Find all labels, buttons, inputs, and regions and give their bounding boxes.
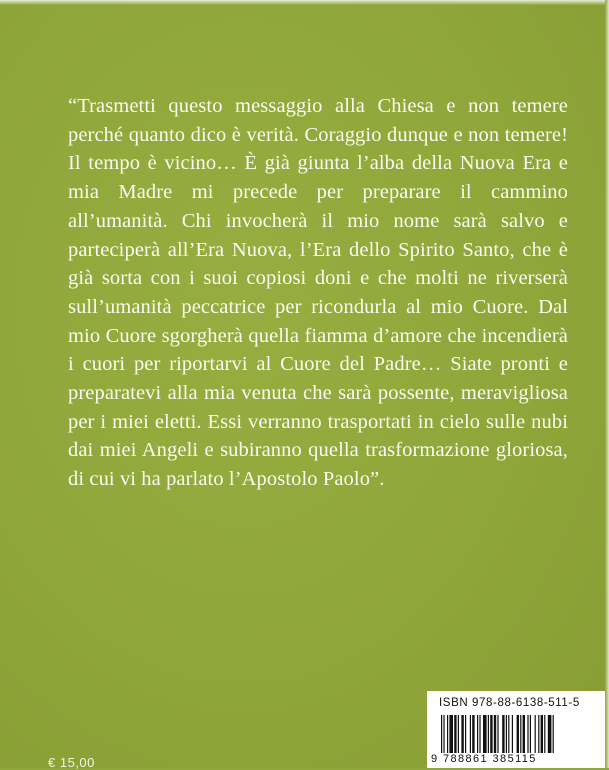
barcode-stripe [449, 715, 453, 757]
barcode-stripe [520, 715, 521, 757]
barcode-stripe [530, 715, 531, 757]
barcode-stripe [477, 715, 478, 757]
barcode-bars [441, 715, 593, 757]
barcode-stripe [461, 715, 463, 757]
barcode-panel [427, 691, 605, 768]
barcode-stripe [508, 715, 509, 757]
price-label: € 15,00 [48, 755, 95, 770]
barcode-stripe [454, 715, 456, 757]
barcode-stripe [443, 715, 444, 757]
barcode-stripe [465, 715, 466, 757]
barcode-stripe [548, 715, 552, 757]
ean-digits: 9 788861 385115 [431, 753, 601, 765]
barcode-stripe [538, 715, 539, 757]
isbn-label: ISBN 978-88-6138-511-5 [439, 697, 580, 709]
barcode-stripe [541, 715, 543, 757]
barcode-stripe [479, 715, 480, 757]
right-edge [605, 0, 609, 768]
barcode-stripe [502, 715, 504, 757]
barcode-stripe [523, 715, 525, 757]
barcode-stripe [447, 715, 448, 757]
quote-text: “Trasmetti questo messaggio alla Chiesa e non temere perché quanto dico è verità. Coraggio dunque e non temere! Il tempo è vicino… È già giunta l’alba della Nuova Era e mia Madre mi precede per preparare il cammino all’umanità. Chi invocherà il mio nome sarà salvo e parteciperà all’Era Nuova, l’Era dello Spirito Santo, che è già sorta con i suoi copiosi doni e che molti ne riverserà sull’umanità peccatrice per ricondurla al mio Cuore. Dal mio Cuore sgorgherà quella fiamma d’amore che incendierà i cuori per riportarvi al Cuore del Padre… Siate pronti e preparatevi alla mia venuta che sarà possente, meravigliosa per i miei eletti. Essi verranno trasportati in cielo sulle nubi dai miei Angeli e subiranno quella trasformazione gloriosa, di cui vi ha parlato l’Apostolo Paolo”. [68, 95, 568, 491]
top-edge [0, 0, 609, 5]
barcode-stripe [494, 715, 496, 757]
barcode-stripe [483, 715, 487, 757]
barcode-stripe [470, 715, 471, 757]
barcode-stripe [553, 715, 554, 757]
quote-block [68, 92, 568, 494]
barcode-stripe [497, 715, 498, 757]
barcode-stripe [458, 715, 459, 757]
barcode-stripe [517, 715, 519, 757]
barcode-stripe [544, 715, 545, 757]
barcode-stripe [527, 715, 528, 757]
barcode-stripe [490, 715, 492, 757]
barcode-stripe [472, 715, 474, 757]
barcode-stripe [506, 715, 507, 757]
barcode-stripe [441, 715, 442, 757]
barcode-stripe [512, 715, 513, 757]
barcode-stripe [488, 715, 489, 757]
barcode-stripe [535, 715, 536, 757]
